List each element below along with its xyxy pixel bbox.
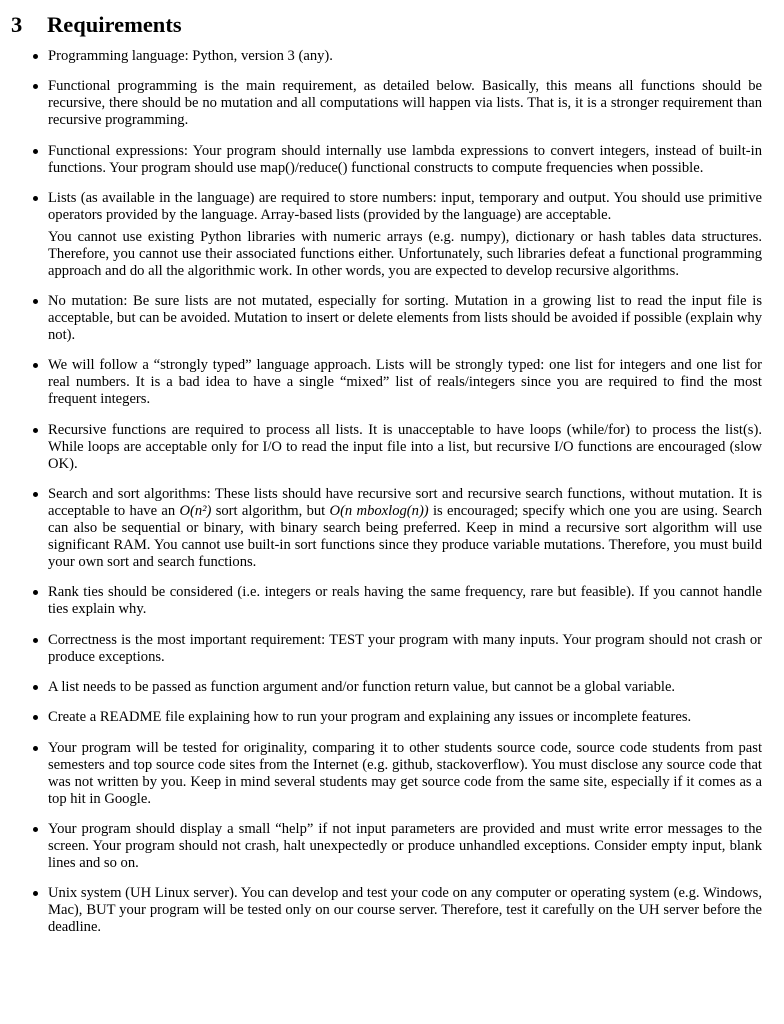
- list-item: [48, 632, 762, 666]
- list-item: [48, 679, 762, 696]
- list-item: [48, 885, 762, 936]
- list-item: [48, 821, 762, 872]
- list-item: [48, 293, 762, 344]
- item-text: A list needs to be passed as function argument and/or function return value, but cannot be a global variable.: [48, 678, 676, 695]
- item-text: Functional programming is the main requirement, as detailed below. Basically, this means all functions should be recursive, there should be no mutation and all computations will happen via lists. That is, it is a stronger requirement than recursive programming.: [48, 78, 762, 129]
- item-text: No mutation: Be sure lists are not mutated, especially for sorting. Mutation in a growing list to read the input file is acceptable, but can be avoided. Mutation to insert or delete elements from lists should be avoided if possible (explain why not).: [48, 293, 762, 344]
- list-item: [48, 48, 762, 65]
- list-item: [48, 740, 762, 808]
- section-heading: [11, 10, 762, 40]
- item-text: Create a README file explaining how to run your program and explaining any issues or incomplete features.: [48, 709, 692, 726]
- item-text: We will follow a “strongly typed” language approach. Lists will be strongly typed: one list for integers and one list for real numbers. It is a bad idea to have a single “mixed” list of reals/integers since you are required to find the most frequent integers.: [48, 357, 762, 408]
- math-complexity-n-log-n: O(n mboxlog(n)): [329, 503, 429, 520]
- section-title: Requirements: [47, 12, 182, 37]
- item-text: Unix system (UH Linux server). You can develop and test your code on any computer or operating system (e.g. Windows, Mac), BUT your program will be tested only on our course server. Therefore, test it carefully on the UH server before the deadline.: [48, 885, 762, 936]
- list-item: [48, 584, 762, 618]
- list-item: [48, 143, 762, 177]
- list-item: [48, 357, 762, 408]
- item-text: Functional expressions: Your program should internally use lambda expressions to convert integers, instead of built-in functions. Your program should use map()/reduce() functional constructs to compute frequencies when possible.: [48, 142, 762, 176]
- item-text: [48, 486, 762, 571]
- item-text-part: sort algorithm, but: [211, 503, 330, 520]
- list-item: [48, 422, 762, 473]
- item-continuation-text: You cannot use existing Python libraries with numeric arrays (e.g. numpy), dictionary or hash tables data structures. Therefore, you cannot use their associated functions either. Unfortunately, such libraries defeat a functional programming approach and do all the algorithmic work. In other words, you are expected to develop recursive algorithms.: [48, 228, 762, 279]
- item-text: Rank ties should be considered (i.e. integers or reals having the same frequency, rare but feasible). If you cannot handle ties explain why.: [48, 584, 762, 618]
- item-text: Recursive functions are required to process all lists. It is unacceptable to have loops (while/for) to process the list(s). While loops are acceptable only for I/O to read the input file into a list, but recursive I/O functions are encouraged (slow OK).: [48, 421, 762, 472]
- list-item: [48, 78, 762, 129]
- requirements-list: [11, 48, 762, 936]
- list-item: [48, 709, 762, 726]
- math-complexity-n-squared: O(n²): [179, 503, 212, 520]
- item-text: Lists (as available in the language) are required to store numbers: input, temporary and output. You should use primitive operators provided by the language. Array-based lists (provided by the language) are acceptable.: [48, 189, 762, 223]
- list-item: [48, 190, 762, 280]
- item-text: Correctness is the most important requirement: TEST your program with many inputs. Your program should not crash or produce exceptions.: [48, 631, 762, 665]
- section-number: 3: [11, 12, 23, 37]
- item-text-part: Search and sort algorithms: These lists should have recursive sort and recursive search functions, without mutation. It is acceptable to have an: [48, 486, 762, 520]
- item-text: Your program should display a small “help” if not input parameters are provided and must write error messages to the screen. Your program should not crash, halt unexpectedly or produce unhandled exceptions. Consider empty input, blank lines and so on.: [48, 820, 762, 871]
- item-text: Your program will be tested for originality, comparing it to other students source code, source code students from past semesters and top source code sites from the Internet (e.g. github, stackoverflow). You must disclose any source code that was not written by you. Keep in mind several students may get source code from the same site, especially if it comes as a top hit in Google.: [48, 739, 762, 807]
- list-item: [48, 486, 762, 571]
- item-text-part: is encouraged; specify which one you are using. Search can also be sequential or binary, with binary search being preferred. Keep in mind a recursive sort algorithm will use significant RAM. You cannot use built-in sort functions since they produce variable mutations. Therefore, you must build your own sort and search functions.: [48, 503, 762, 571]
- item-text: Programming language: Python, version 3 (any).: [48, 48, 333, 64]
